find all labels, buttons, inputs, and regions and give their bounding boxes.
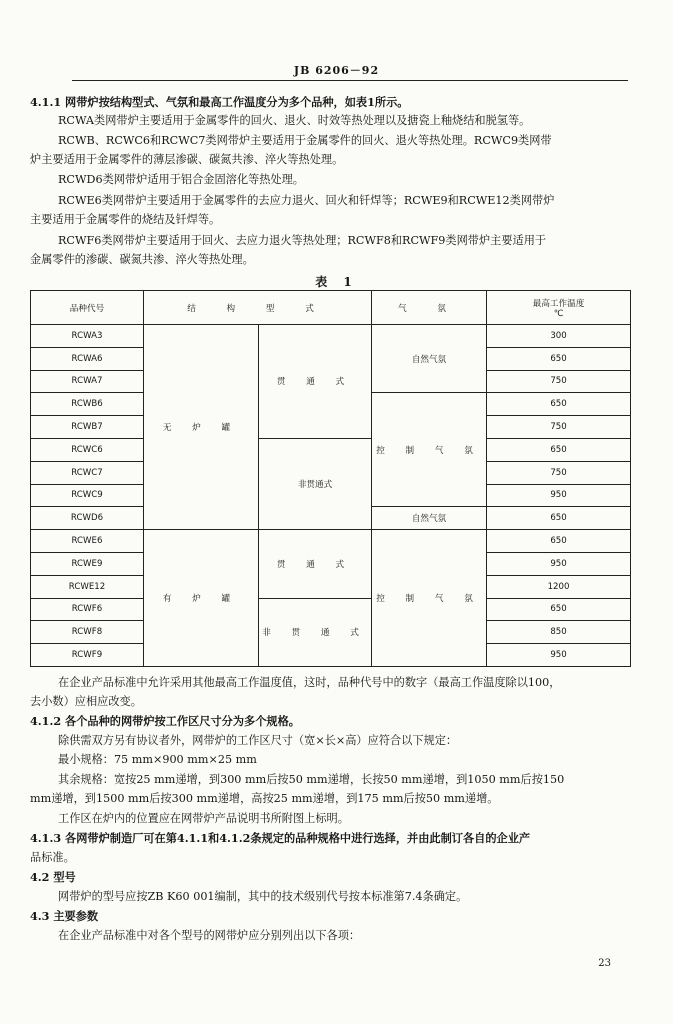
code-cell: RCWF9	[31, 644, 144, 667]
temp-cell: 650	[487, 530, 631, 553]
temp-cell: 750	[487, 370, 631, 393]
header-max-temp	[487, 291, 631, 325]
no-muffle-cell: 无 炉 罐	[144, 325, 259, 530]
table-1	[30, 290, 631, 667]
natural-atmosphere-cell: 自然气氛	[372, 325, 487, 393]
paragraph-line: 除供需双方另有协议者外，网带炉的工作区尺寸（宽×长×高）应符合以下规定：	[58, 734, 458, 747]
non-through-cell: 非贯通式	[259, 438, 372, 529]
paragraph-line: 最小规格：75 mm×900 mm×25 mm	[58, 753, 257, 766]
clause-4-1-3: 4.1.3 各网带炉制造厂可在第4.1.1和4.1.2条规定的品种规格中进行选择，并由此制订各自的企业产	[30, 831, 531, 845]
paragraph-line: 主要适用于金属零件的烧结及钎焊等。	[30, 213, 221, 226]
paragraph-line: RCWD6类网带炉适用于铝合金固溶化等热处理。	[58, 173, 304, 186]
code-cell: RCWD6	[31, 507, 144, 530]
code-cell: RCWC6	[31, 438, 144, 461]
code-cell: RCWC7	[31, 461, 144, 484]
paragraph-line: 炉主要适用于金属零件的薄层渗碳、碳氮共渗、淬火等热处理。	[30, 153, 344, 166]
controlled-atmosphere-cell: 控 制 气 氛	[372, 530, 487, 667]
paragraph-line: 品标准。	[30, 851, 75, 864]
code-cell: RCWA3	[31, 325, 144, 348]
temp-cell: 1200	[487, 575, 631, 598]
temp-cell: 950	[487, 552, 631, 575]
with-muffle-cell: 有 炉 罐	[144, 530, 259, 667]
header-rule	[72, 80, 628, 81]
natural-atmosphere-cell: 自然气氛	[372, 507, 487, 530]
paragraph-line: 金属零件的渗碳、碳氮共渗、淬火等热处理。	[30, 253, 254, 266]
code-cell: RCWE9	[31, 552, 144, 575]
temp-cell: 950	[487, 644, 631, 667]
temp-cell: 950	[487, 484, 631, 507]
table-row	[31, 325, 631, 348]
page-number: 23	[598, 958, 611, 969]
code-cell: RCWF8	[31, 621, 144, 644]
through-cell: 贯 通 式	[259, 325, 372, 439]
temp-cell: 300	[487, 325, 631, 348]
section-4-3-heading: 4.3 主要参数	[30, 909, 99, 923]
paragraph-line: RCWB、RCWC6和RCWC7类网带炉主要适用于金属零件的回火、退火等热处理。RCWC9类网带	[58, 134, 552, 147]
temp-cell: 650	[487, 598, 631, 621]
controlled-atmosphere-cell: 控 制 气 氛	[372, 393, 487, 507]
table-row	[31, 438, 631, 461]
paragraph-line: 工作区在炉内的位置应在网带炉产品说明书所附图上标明。	[58, 812, 349, 825]
through-cell: 贯 通 式	[259, 530, 372, 598]
header-unit: ℃	[553, 308, 564, 319]
header-structure: 结 构 型 式	[144, 291, 372, 325]
paragraph-line: 网带炉的型号应按ZB K60 001编制，其中的技术级别代号按本标准第7.4条确定。	[58, 890, 468, 903]
table-row	[31, 530, 631, 553]
paragraph-line: 在企业产品标准中允许采用其他最高工作温度值，这时，品种代号中的数字（最高工作温度除以100，	[58, 676, 561, 689]
code-cell: RCWA7	[31, 370, 144, 393]
header-standard-number: JB 6206－92	[293, 64, 380, 77]
paragraph-line: RCWE6类网带炉主要适用于金属零件的去应力退火、回火和钎焊等；RCWE9和RCWE12类网带炉	[58, 194, 555, 207]
paragraph-line: 去小数）应相应改变。	[30, 695, 142, 708]
code-cell: RCWC9	[31, 484, 144, 507]
clause-4-1-2: 4.1.2 各个品种的网带炉按工作区尺寸分为多个规格。	[30, 714, 300, 728]
temp-cell: 750	[487, 461, 631, 484]
paragraph-line: 在企业产品标准中对各个型号的网带炉应分别列出以下各项：	[58, 929, 361, 942]
paragraph-line: RCWA类网带炉主要适用于金属零件的回火、退火、时效等热处理以及搪瓷上釉烧结和脱氢等。	[58, 114, 531, 127]
section-4-2-heading: 4.2 型号	[30, 870, 76, 884]
temp-cell: 650	[487, 438, 631, 461]
table-row	[31, 598, 631, 621]
temp-cell: 650	[487, 347, 631, 370]
table-header-row	[31, 291, 631, 325]
code-cell: RCWE12	[31, 575, 144, 598]
code-cell: RCWF6	[31, 598, 144, 621]
code-cell: RCWA6	[31, 347, 144, 370]
header-code: 品种代号	[31, 291, 144, 325]
non-through-cell: 非 贯 通 式	[259, 598, 372, 666]
table-caption: 表 1	[315, 275, 358, 289]
paragraph-line: RCWF6类网带炉主要适用于回火、去应力退火等热处理；RCWF8和RCWF9类网带炉主要适用于	[58, 234, 547, 247]
paragraph-line: mm递增，到1500 mm后按300 mm递增，高按25 mm递增，到175 mm后按50 mm递增。	[30, 792, 499, 805]
temp-cell: 650	[487, 507, 631, 530]
clause-4-1-1: 4.1.1 网带炉按结构型式、气氛和最高工作温度分为多个品种，如表1所示。	[30, 95, 409, 109]
header-max-temp-label: 最高工作温度	[532, 298, 585, 309]
code-cell: RCWB6	[31, 393, 144, 416]
temp-cell: 650	[487, 393, 631, 416]
temp-cell: 850	[487, 621, 631, 644]
header-atmosphere: 气 氛	[372, 291, 487, 325]
paragraph-line: 其余规格：宽按25 mm递增，到300 mm后按50 mm递增，长按50 mm递增，到1050 mm后按150	[58, 773, 565, 786]
code-cell: RCWE6	[31, 530, 144, 553]
temp-cell: 750	[487, 416, 631, 439]
code-cell: RCWB7	[31, 416, 144, 439]
